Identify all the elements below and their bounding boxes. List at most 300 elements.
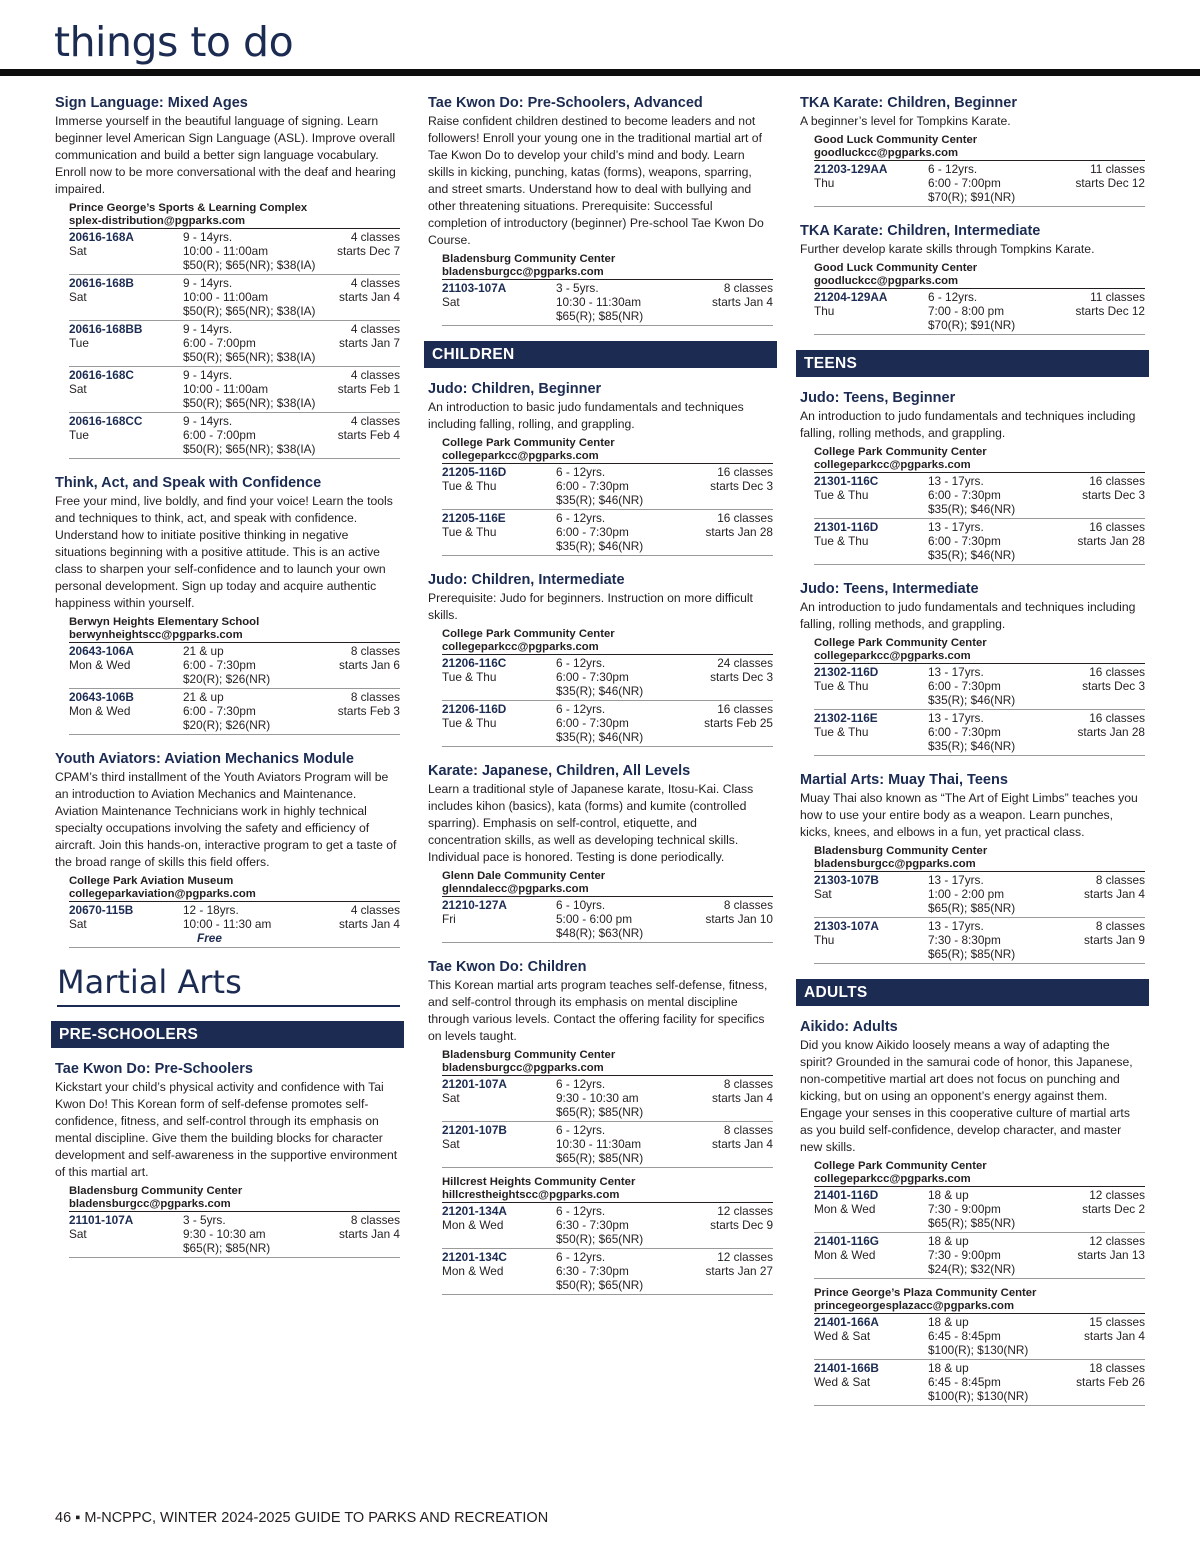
location-block <box>814 260 1145 335</box>
class-days: Tue <box>69 428 89 442</box>
class-row <box>442 1122 773 1168</box>
class-time: 10:30 - 11:30am <box>556 1137 642 1151</box>
class-row <box>442 464 773 510</box>
class-start: starts Dec 3 <box>1082 488 1145 502</box>
class-count: 8 classes <box>723 898 773 912</box>
class-count: 12 classes <box>1089 1234 1145 1248</box>
class-fee: $50(R); $65(NR) <box>556 1278 644 1292</box>
location-block <box>814 1285 1145 1406</box>
class-fee: Free <box>197 931 222 945</box>
class-code: 21203-129AA <box>814 162 888 176</box>
class-start: starts Jan 27 <box>705 1264 773 1278</box>
class-fee: $65(R); $85(NR) <box>556 1105 644 1119</box>
class-age: 6 - 12yrs. <box>556 1123 606 1137</box>
class-code: 21204-129AA <box>814 290 888 304</box>
program-title: Martial Arts: Muay Thai, Teens <box>800 772 1008 788</box>
class-code: 21302-116D <box>814 665 879 679</box>
program <box>800 389 1145 565</box>
class-count: 8 classes <box>350 644 400 658</box>
class-time: 6:00 - 7:30pm <box>928 679 1001 693</box>
program-title: Karate: Japanese, Children, All Levels <box>428 763 691 779</box>
class-start: starts Jan 4 <box>339 917 400 931</box>
class-fee: $20(R); $26(NR) <box>183 672 271 686</box>
class-days: Sat <box>69 1227 87 1241</box>
location-block <box>814 444 1145 565</box>
class-time: 6:00 - 7:30pm <box>928 534 1001 548</box>
location-email[interactable]: bladensburgcc@pgparks.com <box>442 265 604 278</box>
location-email[interactable]: hillcrestheightscc@pgparks.com <box>442 1188 620 1201</box>
location-email[interactable]: bladensburgcc@pgparks.com <box>442 1061 604 1074</box>
location-name: Glenn Dale Community Center <box>442 870 606 882</box>
class-count: 16 classes <box>717 511 773 525</box>
class-count: 8 classes <box>1095 919 1145 933</box>
class-fee: $35(R); $46(NR) <box>556 539 644 553</box>
class-row <box>814 289 1145 335</box>
class-row <box>442 280 773 326</box>
location-header <box>69 616 400 643</box>
class-time: 6:00 - 7:30pm <box>928 488 1001 502</box>
program-description: Prerequisite: Judo for beginners. Instruction on more difficult skills. <box>428 591 753 622</box>
class-days: Sat <box>814 887 832 901</box>
program-description: An introduction to judo fundamentals and techniques including falling, rolling methods, and grappling. <box>800 409 1136 440</box>
class-age: 18 & up <box>928 1361 969 1375</box>
location-block <box>814 1158 1145 1279</box>
location-email[interactable]: collegeparkcc@pgparks.com <box>442 449 599 462</box>
class-fee: $65(R); $85(NR) <box>183 1241 271 1255</box>
class-row <box>442 1203 773 1249</box>
class-start: starts Dec 7 <box>337 244 400 258</box>
class-row <box>814 918 1145 964</box>
class-days: Wed & Sat <box>814 1329 871 1343</box>
class-time: 6:45 - 8:45pm <box>928 1375 1001 1389</box>
program <box>55 750 400 948</box>
class-fee: $100(R); $130(NR) <box>928 1343 1029 1357</box>
class-code: 20670-115B <box>69 903 134 917</box>
class-fee: $65(R); $85(NR) <box>928 901 1016 915</box>
program-title: Tae Kwon Do: Pre-Schoolers <box>55 1061 253 1077</box>
class-days: Tue & Thu <box>442 716 497 730</box>
class-start: starts Jan 28 <box>1077 725 1145 739</box>
class-fee: $65(R); $85(NR) <box>556 1151 644 1165</box>
program-title: Think, Act, and Speak with Confidence <box>55 475 322 491</box>
class-days: Tue & Thu <box>814 534 869 548</box>
class-time: 10:00 - 11:00am <box>183 290 269 304</box>
location-name: Berwyn Heights Elementary School <box>69 616 260 628</box>
class-days: Sat <box>69 290 87 304</box>
class-row <box>69 902 400 948</box>
class-start: starts Feb 4 <box>337 428 400 442</box>
class-fee: $35(R); $46(NR) <box>556 493 644 507</box>
location-name: Good Luck Community Center <box>814 262 978 274</box>
class-count: 4 classes <box>350 322 400 336</box>
class-days: Tue & Thu <box>442 525 497 539</box>
class-code: 20643-106A <box>69 644 134 658</box>
class-days: Sat <box>69 382 87 396</box>
class-days: Mon & Wed <box>814 1248 876 1262</box>
program-title: Judo: Children, Beginner <box>428 381 602 397</box>
location-block <box>442 1174 773 1295</box>
class-count: 16 classes <box>1089 711 1145 725</box>
class-fee: $100(R); $130(NR) <box>928 1389 1029 1403</box>
class-days: Mon & Wed <box>69 658 131 672</box>
class-time: 6:00 - 7:30pm <box>556 479 629 493</box>
program-description: Kickstart your child’s physical activity and confidence with Tai Kwon Do! This Korean form of self-defense promotes self-confidence, fitness, and self-control through its emphasis on mental discipline. Give them the building blocks for character development and self-awareness in the supportive environment of this martial art. <box>55 1080 398 1179</box>
class-row <box>442 897 773 943</box>
class-count: 4 classes <box>350 368 400 382</box>
class-row <box>814 1360 1145 1406</box>
class-count: 8 classes <box>1095 873 1145 887</box>
location-header <box>814 1160 1145 1187</box>
class-code: 21210-127A <box>442 898 507 912</box>
class-code: 21401-166A <box>814 1315 879 1329</box>
location-block <box>69 873 400 948</box>
class-fee: $70(R); $91(NR) <box>928 190 1016 204</box>
class-age: 6 - 12yrs. <box>556 656 606 670</box>
class-code: 21205-116D <box>442 465 507 479</box>
class-days: Mon & Wed <box>69 704 131 718</box>
class-code: 21303-107B <box>814 873 879 887</box>
class-fee: $70(R); $91(NR) <box>928 318 1016 332</box>
location-block <box>69 614 400 735</box>
section-heading: Martial Arts <box>57 963 400 1007</box>
program <box>55 1060 400 1258</box>
class-age: 18 & up <box>928 1188 969 1202</box>
program <box>428 958 773 1295</box>
location-email[interactable]: collegeparkcc@pgparks.com <box>814 1172 971 1185</box>
class-row <box>69 689 400 735</box>
location-block <box>69 200 400 459</box>
class-row <box>814 1233 1145 1279</box>
class-time: 6:30 - 7:30pm <box>556 1218 629 1232</box>
class-fee: $50(R); $65(NR); $38(IA) <box>183 304 316 318</box>
class-fee: $35(R); $46(NR) <box>556 730 644 744</box>
location-block <box>442 435 773 556</box>
class-row <box>814 1314 1145 1360</box>
location-header <box>814 1287 1145 1314</box>
class-time: 6:00 - 7:30pm <box>183 658 256 672</box>
class-start: starts Jan 10 <box>705 912 773 926</box>
program-description: Immerse yourself in the beautiful language of signing. Learn beginner level American Sign Language (ASL). Improve overall communication and build a better sign language vocabulary. Enroll now to be more conversational with the deaf and hearing impaired. <box>55 114 396 196</box>
program-title: Sign Language: Mixed Ages <box>55 95 248 111</box>
location-header <box>69 202 400 229</box>
class-row <box>814 473 1145 519</box>
location-email[interactable]: splex-distribution@pgparks.com <box>69 214 246 227</box>
class-age: 18 & up <box>928 1234 969 1248</box>
class-days: Sat <box>442 295 460 309</box>
class-age: 6 - 12yrs. <box>556 1204 606 1218</box>
class-count: 4 classes <box>350 230 400 244</box>
class-count: 4 classes <box>350 414 400 428</box>
location-header <box>814 134 1145 161</box>
class-fee: $50(R); $65(NR) <box>556 1232 644 1246</box>
class-age: 6 - 12yrs. <box>556 511 606 525</box>
class-row <box>442 1249 773 1295</box>
program-description: Raise confident children destined to become leaders and not followers! Enroll your young one in the traditional martial art of Tae Kwon Do to develop your child’s mind and body. Learn skills in kicking, punching, katas (forms), weapons, sparring, and street smarts. Understand how to deal with bullying and other threatening situations. Prerequisite: Successful completion of introductory (beginner) Pre-school Tae Kwon Do Course. <box>428 114 764 247</box>
class-age: 21 & up <box>183 644 224 658</box>
class-count: 11 classes <box>1090 290 1145 304</box>
class-age: 6 - 10yrs. <box>556 898 606 912</box>
class-start: starts Dec 12 <box>1075 304 1145 318</box>
class-fee: $65(R); $85(NR) <box>556 309 644 323</box>
class-age: 21 & up <box>183 690 224 704</box>
program <box>800 580 1145 756</box>
class-start: starts Jan 4 <box>1084 887 1145 901</box>
location-block <box>814 132 1145 207</box>
class-code: 21401-116G <box>814 1234 879 1248</box>
program-description: An introduction to judo fundamentals and techniques including falling, rolling methods, and grappling. <box>800 600 1136 631</box>
class-time: 6:00 - 7:30pm <box>183 704 256 718</box>
location-header <box>814 637 1145 664</box>
location-header <box>69 875 400 902</box>
class-start: starts Dec 9 <box>710 1218 773 1232</box>
program-title: Aikido: Adults <box>800 1019 898 1035</box>
class-code: 21206-116D <box>442 702 507 716</box>
class-age: 6 - 12yrs. <box>928 290 978 304</box>
class-code: 21301-116D <box>814 520 879 534</box>
location-email[interactable]: collegeparkcc@pgparks.com <box>814 649 971 662</box>
class-time: 6:00 - 7:30pm <box>928 725 1001 739</box>
class-start: starts Jan 28 <box>705 525 773 539</box>
class-count: 11 classes <box>1090 162 1145 176</box>
location-email[interactable]: glenndalecc@pgparks.com <box>442 882 589 895</box>
location-header <box>814 446 1145 473</box>
class-row <box>69 413 400 459</box>
class-row <box>442 510 773 556</box>
location-header <box>814 845 1145 872</box>
class-code: 21201-134A <box>442 1204 507 1218</box>
class-fee: $35(R); $46(NR) <box>928 693 1016 707</box>
location-email[interactable]: bladensburgcc@pgparks.com <box>69 1197 231 1210</box>
class-age: 9 - 14yrs. <box>183 322 233 336</box>
class-days: Sat <box>442 1137 460 1151</box>
class-days: Fri <box>442 912 456 926</box>
class-start: starts Jan 28 <box>1077 534 1145 548</box>
location-email[interactable]: berwynheightscc@pgparks.com <box>69 628 243 641</box>
class-count: 15 classes <box>1089 1315 1145 1329</box>
class-time: 10:30 - 11:30am <box>556 295 642 309</box>
class-row <box>814 710 1145 756</box>
class-count: 16 classes <box>1089 665 1145 679</box>
class-time: 6:30 - 7:30pm <box>556 1264 629 1278</box>
class-start: starts Jan 7 <box>339 336 400 350</box>
class-age: 12 - 18yrs. <box>183 903 239 917</box>
location-header <box>442 1049 773 1076</box>
class-start: starts Jan 9 <box>1084 933 1145 947</box>
page-title: things to do <box>54 18 294 66</box>
class-time: 10:00 - 11:00am <box>183 244 269 258</box>
program <box>428 94 773 326</box>
class-fee: $50(R); $65(NR); $38(IA) <box>183 396 316 410</box>
class-time: 6:00 - 7:00pm <box>183 428 256 442</box>
location-block <box>442 626 773 747</box>
class-time: 6:00 - 7:00pm <box>928 176 1001 190</box>
class-age: 3 - 5yrs. <box>183 1213 226 1227</box>
class-time: 10:00 - 11:30 am <box>183 917 272 931</box>
header-rule <box>0 69 1200 76</box>
program-title: Youth Aviators: Aviation Mechanics Module <box>55 751 354 767</box>
class-row <box>69 321 400 367</box>
class-start: starts Feb 3 <box>337 704 400 718</box>
class-code: 20616-168C <box>69 368 134 382</box>
class-days: Tue <box>69 336 89 350</box>
class-time: 1:00 - 2:00 pm <box>928 887 1005 901</box>
location-email[interactable]: collegeparkaviation@pgparks.com <box>69 887 256 900</box>
class-count: 8 classes <box>723 281 773 295</box>
class-code: 21303-107A <box>814 919 879 933</box>
location-name: College Park Aviation Museum <box>69 875 234 887</box>
class-count: 12 classes <box>717 1250 773 1264</box>
class-age: 13 - 17yrs. <box>928 520 984 534</box>
class-fee: $50(R); $65(NR); $38(IA) <box>183 442 316 456</box>
class-age: 6 - 12yrs. <box>556 702 606 716</box>
location-name: Hillcrest Heights Community Center <box>442 1176 636 1188</box>
program-title: Tae Kwon Do: Pre-Schoolers, Advanced <box>428 95 703 111</box>
class-row <box>69 643 400 689</box>
program <box>800 94 1145 207</box>
column-2 <box>428 94 773 1310</box>
class-count: 12 classes <box>1089 1188 1145 1202</box>
class-age: 9 - 14yrs. <box>183 276 233 290</box>
class-row <box>69 367 400 413</box>
class-fee: $35(R); $46(NR) <box>928 502 1016 516</box>
class-start: starts Feb 25 <box>704 716 773 730</box>
class-age: 13 - 17yrs. <box>928 711 984 725</box>
category-bar: PRE-SCHOOLERS <box>51 1021 404 1048</box>
class-time: 9:30 - 10:30 am <box>183 1227 266 1241</box>
class-start: starts Jan 4 <box>339 290 400 304</box>
class-row <box>814 872 1145 918</box>
location-email[interactable]: princegeorgesplazacc@pgparks.com <box>814 1299 1014 1312</box>
class-start: starts Jan 4 <box>1084 1329 1145 1343</box>
class-code: 21201-134C <box>442 1250 507 1264</box>
class-days: Mon & Wed <box>442 1264 504 1278</box>
class-age: 6 - 12yrs. <box>556 465 606 479</box>
program <box>428 762 773 943</box>
class-days: Sat <box>69 244 87 258</box>
class-fee: $50(R); $65(NR); $38(IA) <box>183 258 316 272</box>
class-fee: $48(R); $63(NR) <box>556 926 644 940</box>
class-count: 8 classes <box>723 1077 773 1091</box>
program-description: CPAM’s third installment of the Youth Aviators Program will be an introduction to Aviation Mechanics and Maintenance. Aviation Maintenance Technicians work in highly technical specialty occupations involving the safety and efficiency of aircraft. Join this hands-on, interactive program to get a taste of the broad range of skills this field offers. <box>55 770 397 869</box>
location-email[interactable]: collegeparkcc@pgparks.com <box>442 640 599 653</box>
location-header <box>814 262 1145 289</box>
location-block <box>814 843 1145 964</box>
class-row <box>814 1187 1145 1233</box>
class-code: 21205-116E <box>442 511 506 525</box>
location-name: Prince George’s Sports & Learning Complex <box>69 202 308 214</box>
class-start: starts Dec 3 <box>710 479 773 493</box>
program-description: Further develop karate skills through Tompkins Karate. <box>800 242 1095 256</box>
class-days: Sat <box>69 917 87 931</box>
category-bar: ADULTS <box>796 979 1149 1006</box>
category-bar: CHILDREN <box>424 341 777 368</box>
class-days: Wed & Sat <box>814 1375 871 1389</box>
location-name: Bladensburg Community Center <box>814 845 988 857</box>
class-row <box>69 229 400 275</box>
class-age: 13 - 17yrs. <box>928 919 984 933</box>
class-row <box>814 664 1145 710</box>
class-age: 18 & up <box>928 1315 969 1329</box>
class-age: 9 - 14yrs. <box>183 414 233 428</box>
program-description: This Korean martial arts program teaches self-defense, fitness, and self-control through its emphasis on mental discipline through various levels. Contact the offering facility for specifics on levels taught. <box>428 978 768 1043</box>
location-email[interactable]: goodluckcc@pgparks.com <box>814 274 959 287</box>
class-row <box>442 1076 773 1122</box>
class-code: 20616-168CC <box>69 414 143 428</box>
class-days: Tue & Thu <box>814 679 869 693</box>
location-email[interactable]: goodluckcc@pgparks.com <box>814 146 959 159</box>
column-1 <box>55 94 400 1273</box>
class-time: 6:00 - 7:00pm <box>183 336 256 350</box>
program-title: Judo: Teens, Intermediate <box>800 581 979 597</box>
class-count: 16 classes <box>1089 520 1145 534</box>
class-fee: $24(R); $32(NR) <box>928 1262 1016 1276</box>
class-age: 3 - 5yrs. <box>556 281 599 295</box>
class-count: 4 classes <box>350 276 400 290</box>
class-code: 21302-116E <box>814 711 878 725</box>
program-description: Muay Thai also known as “The Art of Eight Limbs” teaches you how to use your entire body as a weapon. Learn punches, kicks, knees, and elbows in a fun, yet practical class. <box>800 791 1138 839</box>
class-count: 24 classes <box>717 656 773 670</box>
class-days: Tue & Thu <box>814 725 869 739</box>
class-age: 6 - 12yrs. <box>928 162 978 176</box>
class-count: 16 classes <box>717 702 773 716</box>
class-time: 7:30 - 9:00pm <box>928 1202 1001 1216</box>
class-time: 7:00 - 8:00 pm <box>928 304 1005 318</box>
class-row <box>814 161 1145 207</box>
program <box>800 222 1145 335</box>
class-fee: $35(R); $46(NR) <box>556 684 644 698</box>
location-name: College Park Community Center <box>814 446 987 458</box>
class-time: 6:00 - 7:30pm <box>556 525 629 539</box>
class-fee: $65(R); $85(NR) <box>928 947 1016 961</box>
location-name: Bladensburg Community Center <box>69 1185 243 1197</box>
class-days: Tue & Thu <box>442 479 497 493</box>
class-count: 16 classes <box>1089 474 1145 488</box>
class-time: 6:45 - 8:45pm <box>928 1329 1001 1343</box>
location-name: College Park Community Center <box>814 637 987 649</box>
class-start: starts Jan 13 <box>1077 1248 1145 1262</box>
class-age: 13 - 17yrs. <box>928 665 984 679</box>
location-block <box>442 251 773 326</box>
class-code: 20616-168A <box>69 230 134 244</box>
program-title: Tae Kwon Do: Children <box>428 959 587 975</box>
program <box>800 771 1145 964</box>
class-count: 16 classes <box>717 465 773 479</box>
class-age: 13 - 17yrs. <box>928 873 984 887</box>
class-fee: $35(R); $46(NR) <box>928 548 1016 562</box>
location-email[interactable]: bladensburgcc@pgparks.com <box>814 857 976 870</box>
class-start: starts Dec 12 <box>1075 176 1145 190</box>
class-start: starts Dec 3 <box>710 670 773 684</box>
class-row <box>442 655 773 701</box>
program-title: TKA Karate: Children, Beginner <box>800 95 1017 111</box>
class-days: Mon & Wed <box>814 1202 876 1216</box>
class-days: Tue & Thu <box>814 488 869 502</box>
class-code: 20643-106B <box>69 690 134 704</box>
location-header <box>442 870 773 897</box>
class-time: 10:00 - 11:00am <box>183 382 269 396</box>
class-start: starts Dec 3 <box>1082 679 1145 693</box>
class-start: starts Dec 2 <box>1082 1202 1145 1216</box>
class-age: 9 - 14yrs. <box>183 368 233 382</box>
program <box>55 474 400 735</box>
class-time: 7:30 - 9:00pm <box>928 1248 1001 1262</box>
location-email[interactable]: collegeparkcc@pgparks.com <box>814 458 971 471</box>
class-days: Mon & Wed <box>442 1218 504 1232</box>
location-header <box>442 253 773 280</box>
location-name: College Park Community Center <box>814 1160 987 1172</box>
location-header <box>442 628 773 655</box>
program-description: Did you know Aikido loosely means a way of adapting the spirit? Grounded in the samurai code of honor, this Japanese, non-competitive martial art does not focus on punching and kicking, but on using an opponent’s energy against them. Engage your senses in this cooperative culture of martial arts as you build self-confidence, develop character, and master new skills. <box>800 1038 1133 1154</box>
